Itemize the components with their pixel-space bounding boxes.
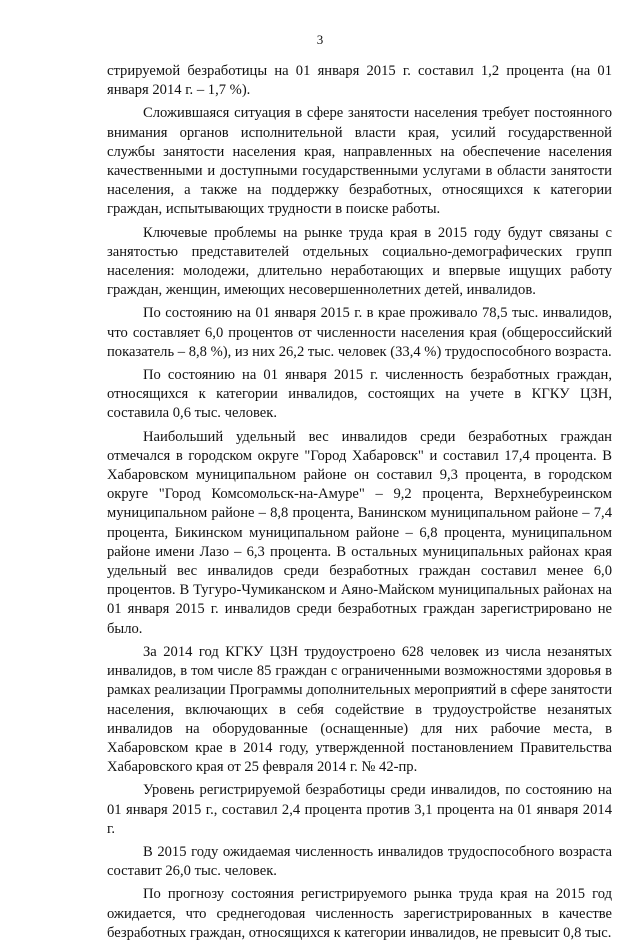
paragraph-3: Ключевые проблемы на рынке труда края в 2015 году будут связаны с занятостью представителей отдельных социально-демографических групп населения: молодежи, длительно неработающих и впервые ищущих работу граждан, женщин, имеющих несовершеннолетних детей, инвалидов. [107, 224, 612, 299]
paragraph-9: В 2015 году ожидаемая численность инвалидов трудоспособного возраста составит 26,0 тыс. человек. [107, 843, 612, 880]
paragraph-6: Наибольший удельный вес инвалидов среди безработных граждан отмечался в городском округе "Город Хабаровск" и составил 17,4 процента. В Хабаровском муниципальном районе он составил 9,3 процента, в городском округе "Город Комсомольск-на-Амуре" – 9,2 процента, Верхнебуреинском муниципальном районе – 8,8 процента, Ванинском муниципальном районе – 7,4 процента, Бикинском муниципальном районе – 6,8 процента, муниципальном районе имени Лазо – 6,3 процента. В остальных муниципальных районах края удельный вес инвалидов среди безработных граждан составил менее 6,0 процентов. В Тугуро-Чумиканском и Аяно-Майском муниципальных районах на 01 января 2015 г. инвалидов среди безработных граждан зарегистрировано не было. [107, 428, 612, 637]
page-number: 3 [316, 32, 324, 47]
paragraph-7: За 2014 год КГКУ ЦЗН трудоустроено 628 человек из числа незанятых инвалидов, в том числе 85 граждан с ограниченными возможностями здоровья в рамках реализации Программы дополнительных мероприятий в сфере занятости населения, включающих в себя содействие в трудоустройстве незанятых инвалидов на оборудованные (оснащенные) для них рабочие места, в Хабаровском крае в 2014 году, утвержденной постановлением Правительства Хабаровского края от 25 февраля 2014 г. № 42-пр. [107, 643, 612, 776]
paragraph-10: По прогнозу состояния регистрируемого рынка труда края на 2015 год ожидается, что среднегодовая численность зарегистрированных в качестве безработных граждан, относящихся к категории инвалидов, не превысит 0,8 тыс. [107, 886, 612, 941]
paragraph-8: Уровень регистрируемой безработицы среди инвалидов, по состоянию на 01 января 2015 г., составил 2,4 процента против 3,1 процента на 01 января 2014 г. [107, 782, 612, 837]
paragraph-4: По состоянию на 01 января 2015 г. в крае проживало 78,5 тыс. инвалидов, что составляет 6,0 процентов от численности населения края (общероссийский показатель – 8,8 %), из них 26,2 тыс. человек (33,4 %) трудоспособного возраста. [107, 305, 612, 360]
document-body [107, 62, 612, 947]
paragraph-2: Сложившаяся ситуация в сфере занятости населения требует постоянного внимания органов исполнительной власти края, усилий государственной службы занятости населения края, направленных на обеспечение населения качественными и доступными государственными услугами в области занятости населения, а также на поддержку безработных, относящихся к категории граждан, испытывающих трудности в поиске работы. [107, 105, 612, 218]
paragraph-5: По состоянию на 01 января 2015 г. численность безработных граждан, относящихся к категории инвалидов, состоящих на учете в КГКУ ЦЗН, составила 0,6 тыс. человек. [107, 367, 612, 422]
paragraph-1: стрируемой безработицы на 01 января 2015 г. составил 1,2 процента (на 01 января 2014 г. – 1,7 %). [107, 63, 612, 99]
